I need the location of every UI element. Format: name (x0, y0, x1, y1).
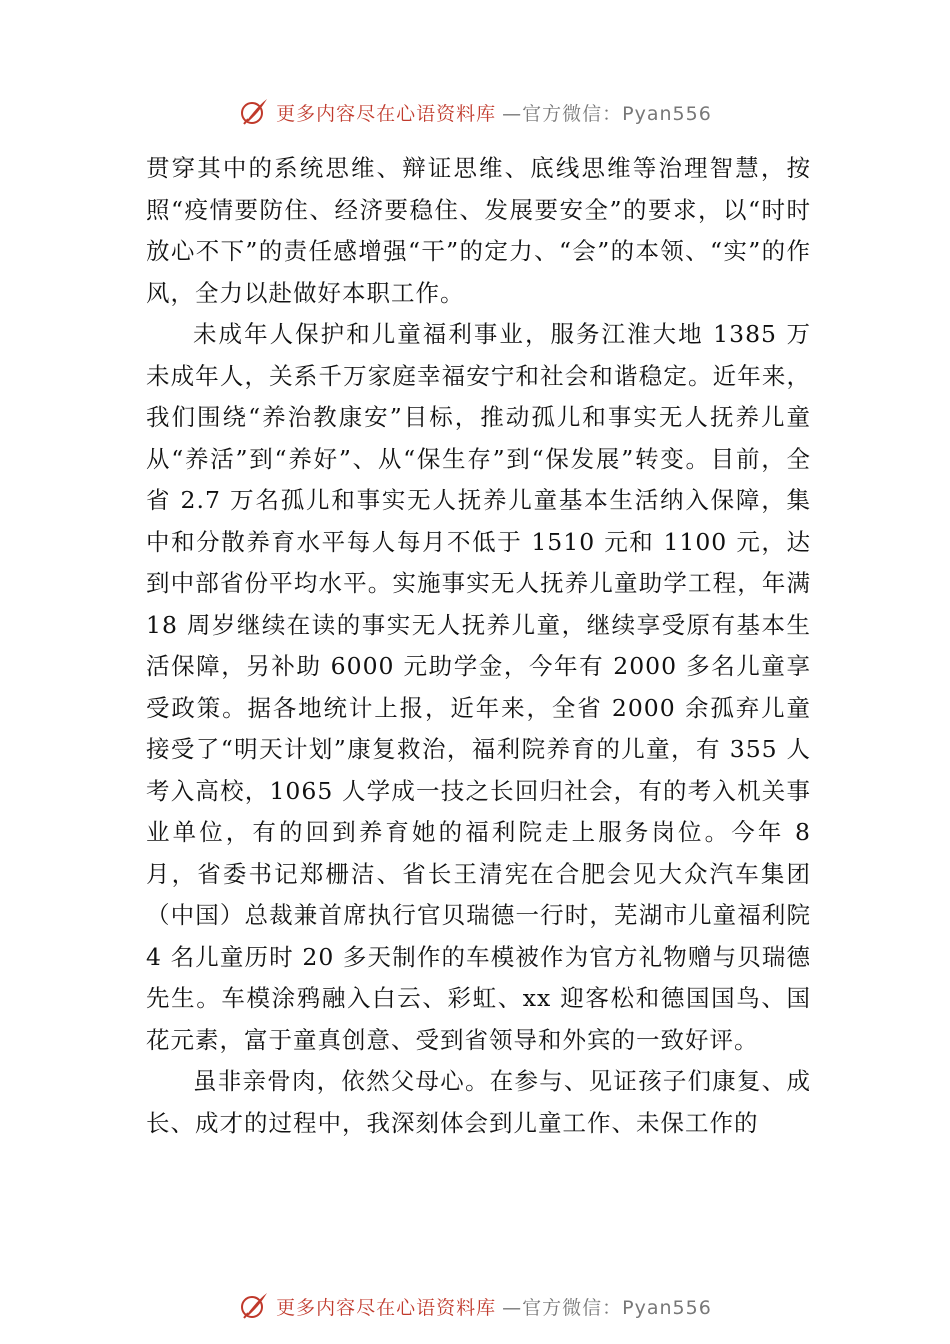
paragraph-2: 未成年人保护和儿童福利事业，服务江淮大地 1385 万未成年人，关系千万家庭幸福安宁和社会和谐稳定。近年来，我们围绕“养治教康安”目标，推动孤儿和事实无人抚养儿童从“养活”到“养好”、从“保生存”到“保发展”转变。目前，全省 2.7 万名孤儿和事实无人抚养儿童基本生活纳入保障，集中和分散养育水平每人每月不低于 1510 元和 1100 元，达到中部省份平均水平。实施事实无人抚养儿童助学工程，年满 18 周岁继续在读的事实无人抚养儿童，继续享受原有基本生活保障，另补助 6000 元助学金，今年有 2000 多名儿童享受政策。据各地统计上报，近年来，全省 2000 余孤弃儿童接受了“明天计划”康复救治，福利院养育的儿童，有 355 人考入高校，1065 人学成一技之长回归社会，有的考入机关事业单位，有的回到养育她的福利院走上服务岗位。今年 8 月，省委书记郑栅洁、省长王清宪在合肥会见大众汽车集团（中国）总裁兼首席执行官贝瑞德一行时，芜湖市儿童福利院 4 名儿童历时 20 多天制作的车模被作为官方礼物赠与贝瑞德先生。车模涂鸦融入白云、彩虹、xx 迎客松和德国国鸟、国花元素，富于童真创意、受到省领导和外宾的一致好评。 (146, 320, 811, 1054)
header-watermark (0, 96, 950, 128)
footer-watermark (0, 1290, 950, 1322)
quill-logo-icon (238, 96, 270, 128)
watermark-title: 更多内容尽在心语资料库 (276, 102, 497, 125)
paragraph-1: 贯穿其中的系统思维、辩证思维、底线思维等治理智慧，按 照“疫情要防住、经济要稳住、发展要安全”的要求，以“时时 放心不下”的责任感增强“干”的定力、“会”的本领、“实”的作风，全力以赴做好本职工作。 (146, 154, 811, 307)
watermark-title: 更多内容尽在心语资料库 (276, 1296, 497, 1319)
watermark-wechat: —官方微信：Pyan556 (502, 102, 712, 125)
paragraph-3: 虽非亲骨肉，依然父母心。在参与、见证孩子们康复、成长、成才的过程中，我深刻体会到儿童工作、未保工作的 (146, 1067, 811, 1137)
quill-logo-icon (238, 1290, 270, 1322)
document-body (146, 148, 811, 1144)
watermark-wechat: —官方微信：Pyan556 (502, 1296, 712, 1319)
